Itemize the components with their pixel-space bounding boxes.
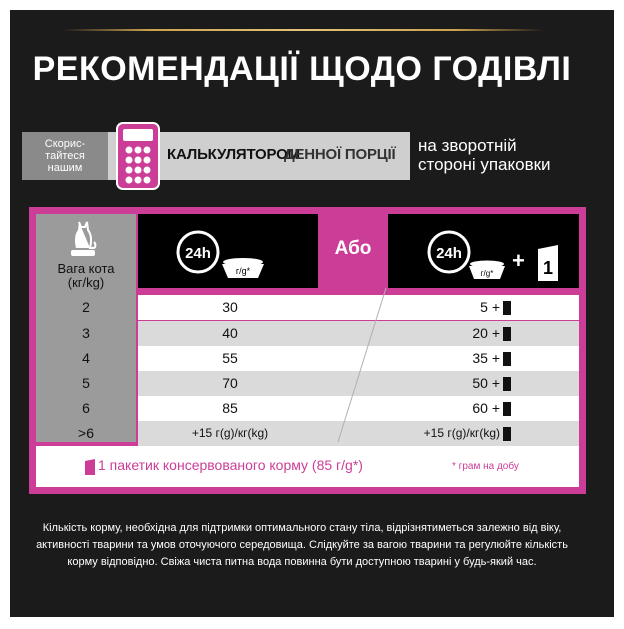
pouch-icon	[503, 301, 511, 315]
mixed-food-cell: 5 +	[480, 299, 500, 315]
or-label: Або	[334, 238, 372, 259]
mixed-food-cell: 60 +	[472, 400, 500, 416]
bowl-unit-label: г/g*	[480, 269, 494, 278]
weight-cell: 5	[82, 375, 90, 391]
weight-cell: 4	[82, 350, 90, 366]
calculator-banner-small-text: Скорис- тайтеся нашим	[44, 138, 86, 174]
mixed-food-cell: 35 +	[472, 350, 500, 366]
clock-24h-icon	[174, 228, 224, 278]
calculator-banner-rest-text: ДЕННОЇ ПОРЦІЇ	[284, 146, 396, 163]
pouch-icon	[503, 402, 511, 416]
mixed-food-cell: 50 +	[472, 375, 500, 391]
calculator-banner-white-text	[418, 136, 551, 174]
weight-cell: 3	[82, 325, 90, 341]
weight-cell: 2	[82, 299, 90, 315]
mixed-food-cell: +15 г(g)/кг(kg)	[423, 426, 500, 440]
dry-food-cell: 85	[222, 400, 238, 416]
dry-food-cell: 70	[222, 375, 238, 391]
food-bowl-icon	[466, 256, 508, 282]
feeding-description: Кількість корму, необхідна для підтримки оптимального стану тіла, відрізнятиметься залежно від віку, активності тварини та умов оточуючого середовища. Слідкуйте за вагою тварини та регулюйте кількість корму відповідно. Свіжа чиста питна вода повинна бути доступною тварині у будь-який час.	[36, 522, 568, 568]
weight-cell: 6	[82, 400, 90, 416]
dry-food-cell: 40	[222, 325, 238, 341]
calculator-banner-bold-text: КАЛЬКУЛЯТОРОМ	[167, 146, 300, 163]
footer-note: * грам на добу	[452, 461, 519, 472]
calculator-icon	[116, 122, 160, 190]
gold-divider	[62, 29, 544, 31]
plus-sign: +	[512, 248, 525, 273]
pouch-icon	[503, 427, 511, 441]
pouch-icon	[503, 327, 511, 341]
pouch-icon	[535, 243, 561, 283]
clock-24h-text: 24h	[436, 245, 462, 262]
page-title: РЕКОМЕНДАЦІЇ ЩОДО ГОДІВЛІ	[32, 50, 572, 88]
weight-cell: >6	[78, 425, 94, 441]
calculator-banner-white-line-1: на зворотній	[418, 136, 517, 155]
pouch-icon	[84, 458, 96, 476]
pouch-icon	[503, 352, 511, 366]
food-bowl-icon	[218, 252, 268, 282]
dry-food-cell: +15 г(g)/кг(kg)	[191, 426, 269, 440]
pouch-count-label: 1	[542, 258, 554, 278]
calculator-banner-white-line-2: стороні упаковки	[418, 155, 551, 174]
cat-on-scale-icon	[65, 218, 101, 258]
pouch-icon	[503, 377, 511, 391]
bowl-unit-label: г/g*	[235, 266, 251, 276]
dry-food-cell: 30	[222, 299, 238, 315]
mixed-food-cell: 20 +	[472, 325, 500, 341]
weight-header: Вага кота (кг/kg)	[57, 261, 115, 290]
footer-pouch-text: 1 пакетик консервованого корму (85 г/g*)	[98, 457, 363, 473]
dry-food-cell: 55	[222, 350, 238, 366]
clock-24h-text: 24h	[185, 245, 211, 262]
